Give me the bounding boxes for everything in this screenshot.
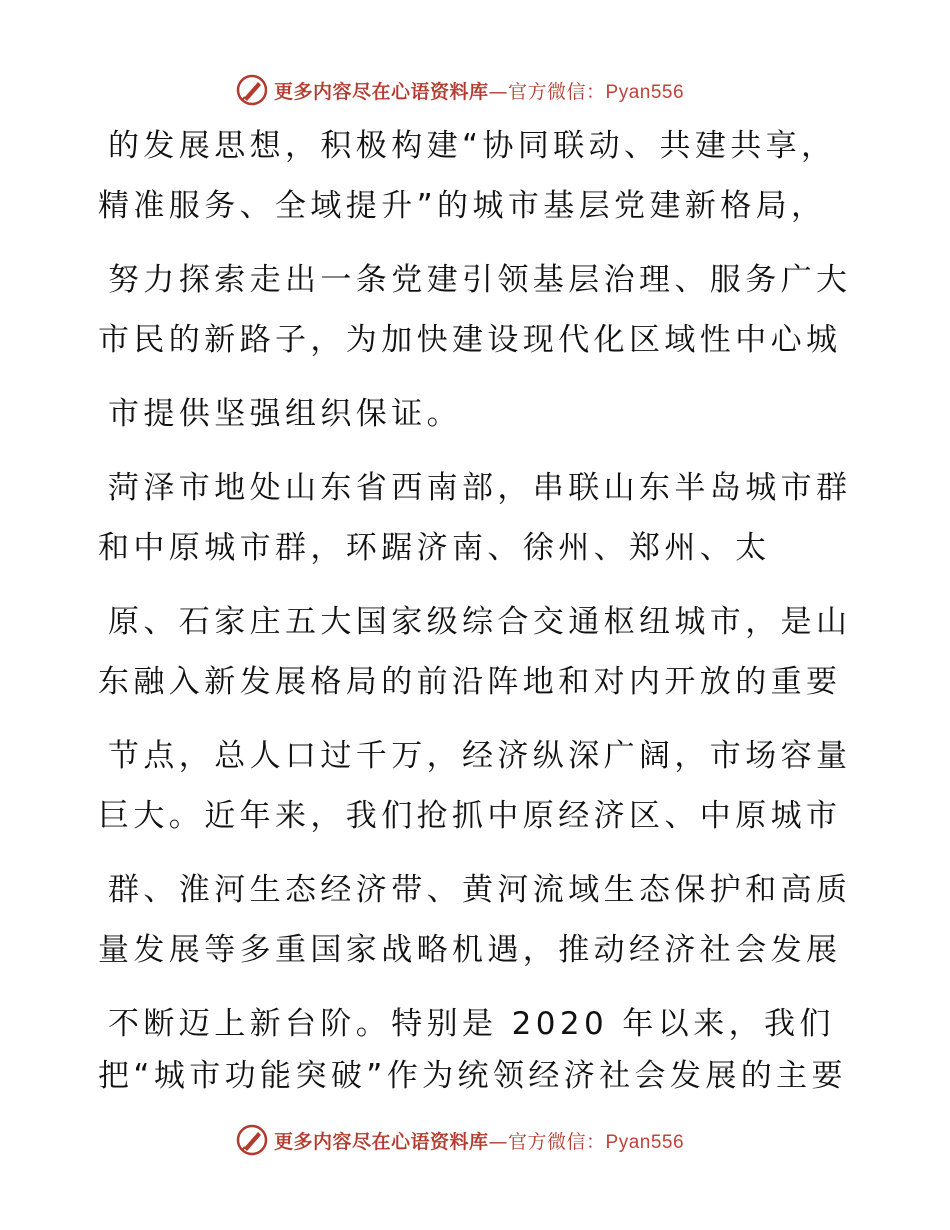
body-line-7: 和中原城市群，环踞济南、徐州、郑州、太 (98, 530, 771, 566)
watermark-main-text: 更多内容尽在心语资料库 (274, 1130, 489, 1153)
quill-pen-seal-icon (236, 74, 268, 106)
quill-pen-seal-icon (236, 1124, 268, 1156)
body-line-4: 市民的新路子，为加快建设现代化区域性中心城 (98, 322, 842, 358)
watermark-separator: — (488, 1130, 509, 1153)
body-line-5: 市提供坚强组织保证。 (108, 396, 462, 432)
body-line-14: 不断迈上新台阶。特别是 2020 年以来，我们 (108, 1006, 835, 1042)
body-line-8: 原、石家庄五大国家级综合交通枢纽城市，是山 (108, 604, 852, 640)
watermark-wechat-label: 官方微信： (508, 80, 606, 103)
body-line-15: 把“城市功能突破”作为统领经济社会发展的主要 (98, 1058, 847, 1094)
body-line-1: 的发展思想，积极构建“协同联动、共建共享， (108, 128, 837, 164)
body-line-10: 节点，总人口过千万，经济纵深广阔，市场容量 (108, 738, 852, 774)
watermark-separator: — (488, 80, 509, 103)
watermark-wechat-label: 官方微信： (508, 1130, 606, 1153)
watermark-wechat-id: Pyan556 (605, 1131, 685, 1153)
watermark-wechat-id: Pyan556 (605, 81, 685, 103)
body-line-3: 努力探索走出一条党建引领基层治理、服务广大 (108, 262, 852, 298)
body-line-2: 精准服务、全域提升”的城市基层党建新格局， (98, 188, 827, 224)
header-watermark (236, 73, 684, 107)
watermark-main-text: 更多内容尽在心语资料库 (274, 80, 489, 103)
footer-watermark (236, 1123, 684, 1157)
body-line-9: 东融入新发展格局的前沿阵地和对内开放的重要 (98, 664, 842, 700)
body-line-11: 巨大。近年来，我们抢抓中原经济区、中原城市 (98, 798, 842, 834)
body-line-12: 群、淮河生态经济带、黄河流域生态保护和高质 (108, 872, 852, 908)
body-line-13: 量发展等多重国家战略机遇，推动经济社会发展 (98, 932, 842, 968)
body-line-6: 菏泽市地处山东省西南部，串联山东半岛城市群 (108, 470, 852, 506)
